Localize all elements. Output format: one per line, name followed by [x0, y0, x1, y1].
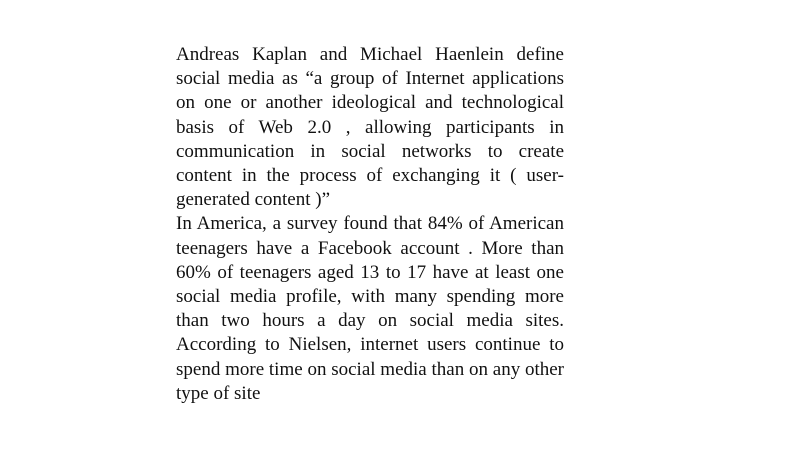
paragraph-definition: Andreas Kaplan and Michael Haenlein define social media as “a group of Internet applications on one or another ideological and technological basis of Web 2.0 , allowing participants in communication in social networks to create content in the process of exchanging it ( user-generated content )”: [176, 44, 564, 211]
paragraph-statistics: In America, a survey found that 84% of American teenagers have a Facebook account . More than 60% of teenagers aged 13 to 17 have at least one social media profile, with many spending more than two hours a day on social media sites. According to Nielsen, internet users continue to spend more time on social media than on any other type of site: [176, 213, 564, 404]
body-text: [176, 43, 564, 406]
